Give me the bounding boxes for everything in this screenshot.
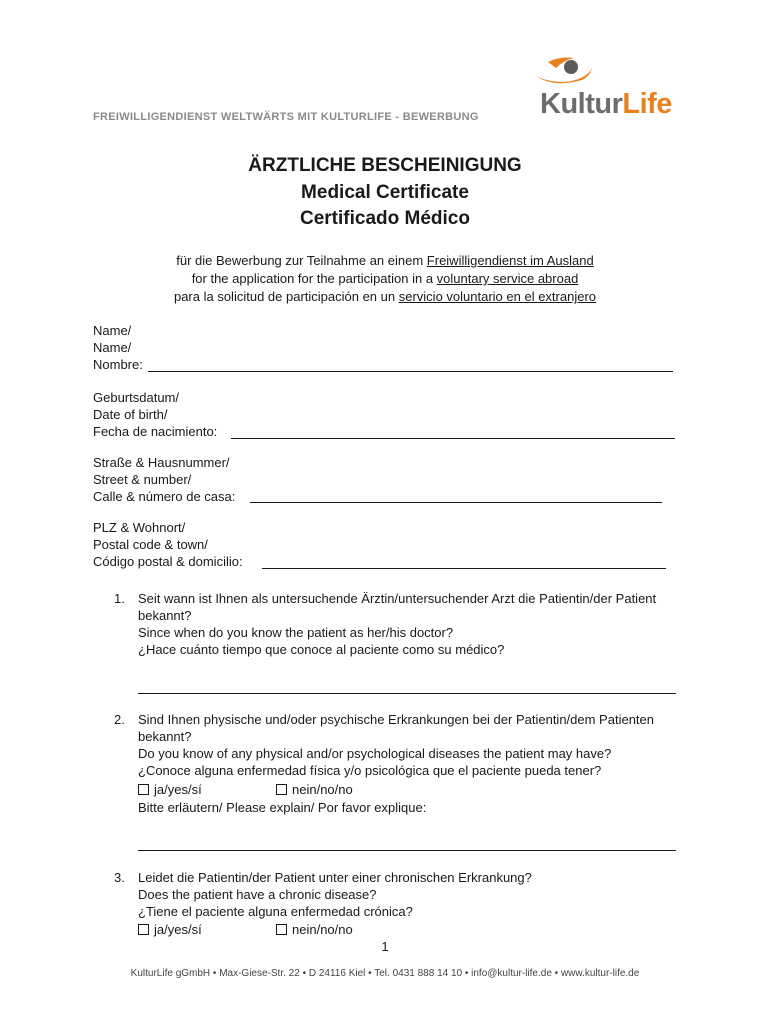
title-en: Medical Certificate bbox=[301, 182, 469, 203]
question-2-es: ¿Conoce alguna enfermedad física y/o psicológica que el paciente pueda tener? bbox=[138, 763, 602, 778]
page-number: 1 bbox=[381, 939, 389, 954]
question-2-en: Do you know of any physical and/or psychological diseases the patient may have? bbox=[138, 746, 612, 761]
question-2-no-option[interactable] bbox=[276, 782, 353, 797]
question-1-en: Since when do you know the patient as her/his doctor? bbox=[138, 625, 454, 640]
field-postal-label-es: Código postal & domicilio: bbox=[93, 554, 243, 569]
intro-de-link: Freiwilligendienst im Ausland bbox=[426, 253, 594, 268]
intro-es bbox=[0, 287, 770, 306]
question-3-no-option[interactable] bbox=[276, 922, 353, 937]
question-3-number: 3. bbox=[114, 870, 125, 885]
field-name-label-es: Nombre: bbox=[93, 357, 143, 372]
question-2-yes-label: ja/yes/sí bbox=[154, 782, 202, 797]
field-postal-label-de: PLZ & Wohnort/ bbox=[93, 520, 186, 535]
field-street bbox=[93, 454, 235, 505]
postal-input-line[interactable] bbox=[262, 568, 666, 569]
question-2-yes-checkbox[interactable] bbox=[138, 784, 149, 795]
question-1-answer-line[interactable] bbox=[138, 693, 676, 694]
title-de: ÄRZTLICHE BESCHEINIGUNG bbox=[248, 155, 522, 176]
intro-es-link: servicio voluntario en el extranjero bbox=[398, 289, 597, 304]
question-2 bbox=[138, 711, 683, 779]
logo-part-kultur: Kultur bbox=[540, 88, 623, 120]
question-1-de: Seit wann ist Ihnen als untersuchende Ärztin/untersuchender Arzt die Patientin/der Patient bekannt? bbox=[138, 591, 657, 623]
question-3 bbox=[138, 869, 683, 920]
question-3-es: ¿Tiene el paciente alguna enfermedad crónica? bbox=[138, 904, 413, 919]
intro-es-prefix: para la solicitud de participación en un bbox=[173, 289, 399, 304]
question-2-answer-line[interactable] bbox=[138, 850, 676, 851]
question-2-yes-option[interactable] bbox=[138, 782, 202, 797]
footer-contact: KulturLife gGmbH • Max-Giese-Str. 22 • D 24116 Kiel • Tel. 0431 888 14 10 • info@kultur-life.de • www.kultur-life.de bbox=[130, 968, 640, 979]
field-postal bbox=[93, 519, 243, 570]
question-3-en: Does the patient have a chronic disease? bbox=[138, 887, 377, 902]
field-name-label-de: Name/ bbox=[93, 323, 132, 338]
intro-de-prefix: für die Bewerbung zur Teilnahme an einem bbox=[176, 253, 427, 268]
program-title: FREIWILLIGENDIENST WELTWÄRTS MIT KULTURLIFE - BEWERBUNG bbox=[93, 111, 479, 123]
question-2-number: 2. bbox=[114, 712, 125, 727]
title-es: Certificado Médico bbox=[300, 208, 470, 229]
field-postal-label-en: Postal code & town/ bbox=[93, 537, 208, 552]
field-street-label-en: Street & number/ bbox=[93, 472, 192, 487]
field-name bbox=[93, 322, 143, 373]
question-3-yes-label: ja/yes/sí bbox=[154, 922, 202, 937]
question-3-de: Leidet die Patientin/der Patient unter einer chronischen Erkrankung? bbox=[138, 870, 532, 885]
question-3-yes-option[interactable] bbox=[138, 922, 202, 937]
question-2-de: Sind Ihnen physische und/oder psychische Erkrankungen bei der Patientin/dem Patienten bekannt? bbox=[138, 712, 654, 744]
kulturlife-logo bbox=[532, 54, 682, 126]
question-3-no-label: nein/no/no bbox=[292, 922, 353, 937]
street-input-line[interactable] bbox=[250, 502, 662, 503]
question-2-no-checkbox[interactable] bbox=[276, 784, 287, 795]
question-2-explain: Bitte erläutern/ Please explain/ Por favor explique: bbox=[138, 800, 427, 815]
question-3-no-checkbox[interactable] bbox=[276, 924, 287, 935]
field-birthdate-label-es: Fecha de nacimiento: bbox=[93, 424, 218, 439]
intro-de bbox=[0, 251, 770, 270]
field-birthdate-label-de: Geburtsdatum/ bbox=[93, 390, 179, 405]
field-birthdate-label-en: Date of birth/ bbox=[93, 407, 168, 422]
question-1-es: ¿Hace cuánto tiempo que conoce al paciente como su médico? bbox=[138, 642, 505, 657]
intro-en-link: voluntary service abroad bbox=[436, 271, 579, 286]
field-birthdate bbox=[93, 389, 217, 440]
field-name-label-en: Name/ bbox=[93, 340, 132, 355]
birthdate-input-line[interactable] bbox=[231, 438, 675, 439]
field-street-label-es: Calle & número de casa: bbox=[93, 489, 236, 504]
intro-en-prefix: for the application for the participation in a bbox=[191, 271, 437, 286]
question-3-yes-checkbox[interactable] bbox=[138, 924, 149, 935]
question-1-number: 1. bbox=[114, 591, 125, 606]
logo-part-life: Life bbox=[622, 88, 672, 120]
question-2-no-label: nein/no/no bbox=[292, 782, 353, 797]
name-input-line[interactable] bbox=[148, 371, 673, 372]
logo-wordmark bbox=[540, 88, 672, 121]
intro-en bbox=[0, 269, 770, 288]
field-street-label-de: Straße & Hausnummer/ bbox=[93, 455, 230, 470]
question-1 bbox=[138, 590, 683, 658]
